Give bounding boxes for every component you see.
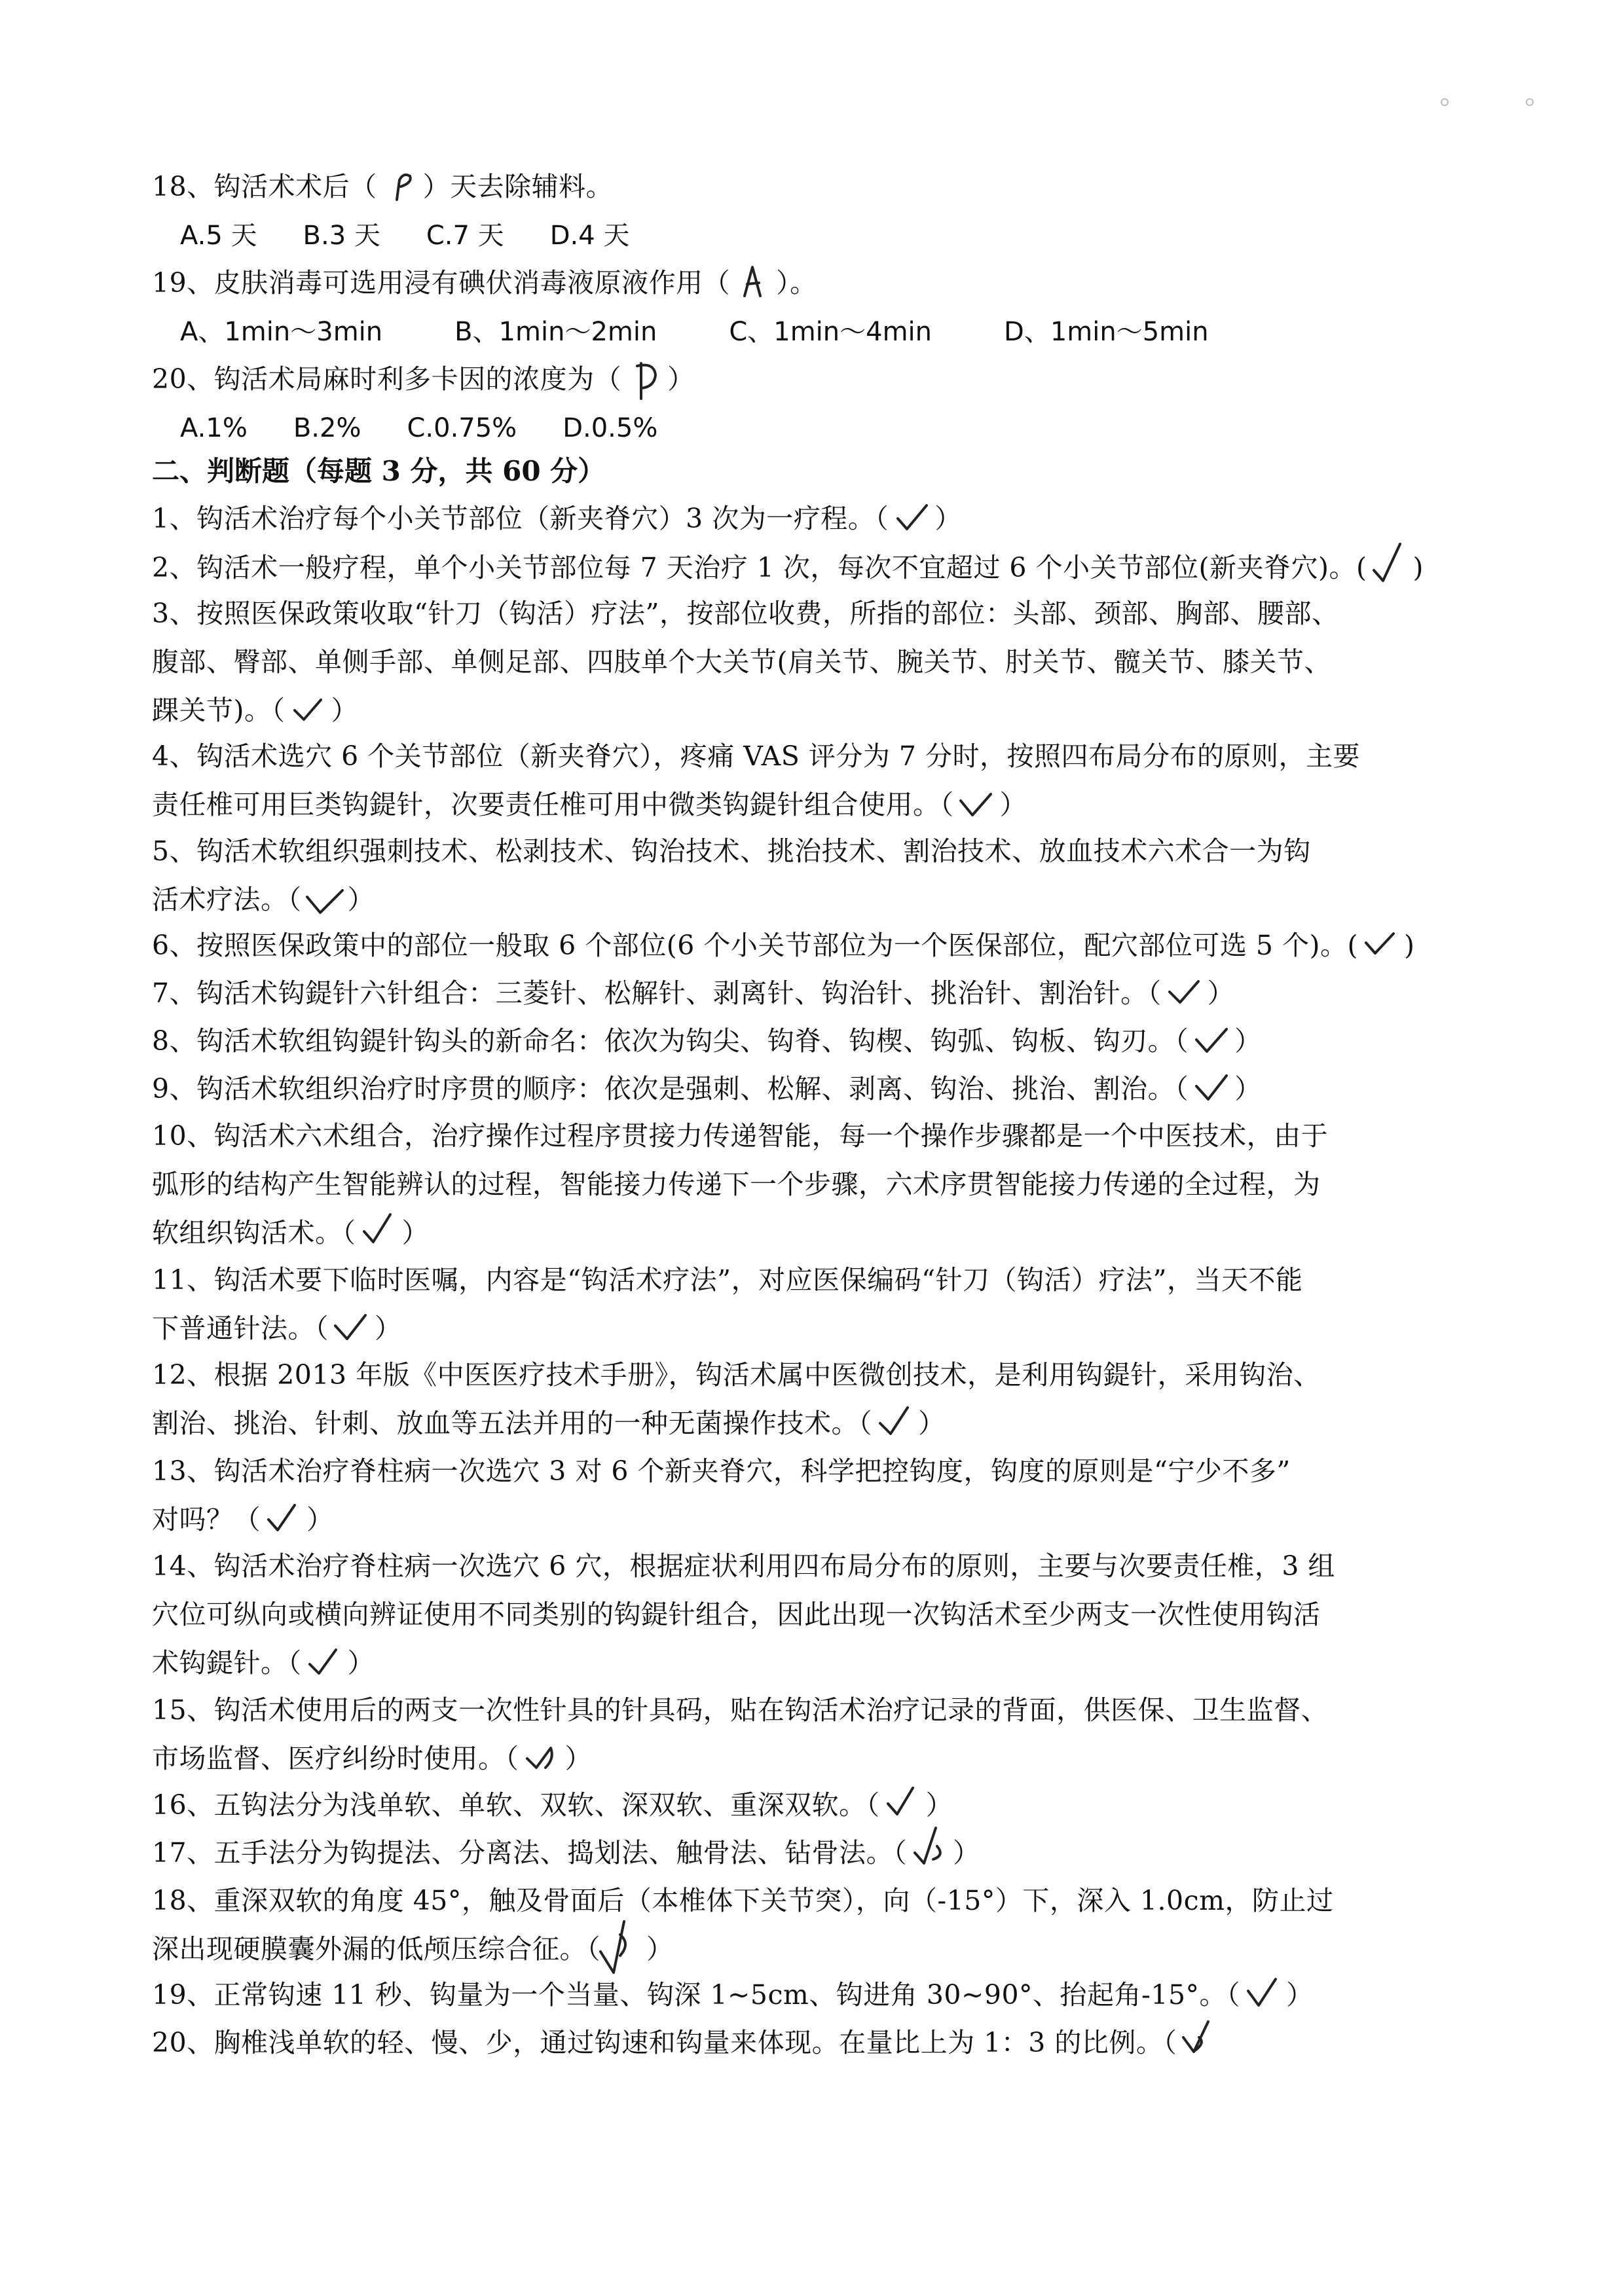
question-line: 腹部、臀部、单侧手部、单侧足部、四肢单个大关节(肩关节、腕关节、肘关节、髋关节、膝关节、	[152, 646, 1331, 678]
question-tail: ）	[925, 1789, 953, 1821]
judgement-question-19	[152, 1971, 1481, 2019]
check-mark-icon	[1189, 1069, 1234, 1106]
option-d: D.0.5%	[563, 413, 658, 443]
question-line: 16、五钩法分为浅单软、单软、双软、深双软、重深双软。（	[152, 1789, 880, 1821]
option-b: B.3 天	[303, 221, 380, 251]
question-line: 3、按照医保政策收取“针刀（钩活）疗法”，按部位收费，所指的部位：头部、颈部、胸部、腰部、	[152, 598, 1339, 629]
check-mark-icon	[1177, 2023, 1223, 2060]
question-tail: )	[1412, 552, 1424, 583]
check-mark-icon	[954, 785, 1000, 822]
question-tail: )	[1404, 930, 1415, 961]
judgement-question-1	[152, 494, 1481, 543]
question-line: 穴位可纵向或横向辨证使用不同类别的钩鍉针组合，因此出现一次钩活术至少两支一次性使用钩活	[152, 1599, 1321, 1630]
question-tail: ）	[918, 1408, 946, 1439]
question-line: 1、钩活术治疗每个小关节部位（新夹脊穴）3 次为一疗程。（	[152, 503, 889, 534]
choice-options-18	[180, 216, 675, 255]
option-a: A.5 天	[180, 221, 257, 251]
question-tail: ）。	[776, 267, 817, 299]
handwritten-answer-icon	[621, 359, 667, 396]
question-tail: ）	[306, 1504, 334, 1535]
question-tail: ）	[331, 695, 358, 726]
choice-options-19	[180, 312, 1281, 352]
choice-question-19	[152, 259, 1481, 307]
question-line: 市场监督、医疗纠纷时使用。（	[152, 1743, 519, 1774]
question-tail: ）	[1234, 1025, 1262, 1057]
question-tail: ）	[646, 1933, 674, 1965]
question-tail: ）	[375, 1313, 402, 1344]
judgement-question-7	[152, 969, 1481, 1017]
question-line: 下普通针法。（	[152, 1313, 329, 1344]
option-b: B、1min～2min	[454, 317, 657, 347]
check-mark-icon	[872, 1404, 918, 1440]
option-a: A、1min～3min	[180, 317, 383, 347]
judgement-question-6	[152, 921, 1481, 970]
question-tail: ）	[934, 503, 962, 534]
option-c: C.0.75%	[407, 413, 517, 443]
question-line: 15、钩活术使用后的两支一次性针具的针具码，贴在钩活术治疗记录的背面，供医保、卫生监督、	[152, 1694, 1329, 1726]
question-line: 17、五手法分为钩提法、分离法、捣划法、触骨法、钻骨法。（	[152, 1837, 908, 1868]
option-d: D.4 天	[549, 221, 630, 251]
check-mark-icon	[329, 1309, 375, 1345]
judgement-question-18	[152, 1876, 1481, 1973]
option-d: D、1min～5min	[1004, 317, 1209, 347]
question-text: 19、皮肤消毒可选用浸有碘伏消毒液原液作用（	[152, 267, 731, 299]
question-line: 2、钩活术一般疗程，单个小关节部位每 7 天治疗 1 次，每次不宜超过 6 个小关节部位(新夹脊穴)。(	[152, 552, 1367, 583]
question-tail: ）	[347, 1647, 375, 1679]
judgement-question-12	[152, 1351, 1481, 1448]
question-line: 对吗？（	[152, 1504, 261, 1535]
question-tail: ）	[999, 789, 1027, 820]
judgement-question-16	[152, 1781, 1481, 1829]
check-mark-icon	[880, 1785, 926, 1822]
question-tail: ）	[667, 363, 695, 395]
handwritten-answer-icon	[377, 167, 423, 204]
question-line: 12、根据 2013 年版《中医医疗技术手册》，钩活术属中医微创技术，是利用钩鍉针，采用钩治、	[152, 1359, 1321, 1391]
judgement-question-8	[152, 1017, 1481, 1065]
question-tail: ）	[953, 1837, 980, 1868]
judgement-question-9	[152, 1065, 1481, 1113]
judgement-question-15	[152, 1686, 1481, 1783]
question-line: 5、钩活术软组织强刺技术、松剥技术、钩治技术、挑治技术、割治技术、放血技术六术合一为钩	[152, 835, 1311, 867]
check-mark-icon	[519, 1739, 565, 1776]
question-line: 8、钩活术软组钩鍉针钩头的新命名：依次为钩尖、钩脊、钩楔、钩弧、钩板、钩刃。（	[152, 1025, 1189, 1057]
question-line: 9、钩活术软组织治疗时序贯的顺序：依次是强刺、松解、剥离、钩治、挑治、割治。（	[152, 1073, 1189, 1104]
scan-speck	[1526, 98, 1534, 106]
question-line: 软组织钩活术。（	[152, 1217, 356, 1248]
judgement-question-14	[152, 1542, 1481, 1687]
question-tail: ）	[564, 1743, 592, 1774]
check-mark-icon	[889, 499, 934, 536]
question-tail: ）	[347, 884, 375, 915]
question-tail: ）	[1286, 1979, 1314, 2011]
option-c: C、1min～4min	[729, 317, 932, 347]
check-mark-icon	[1162, 974, 1208, 1010]
section-title: 二、判断题（每题 3 分，共 60 分）	[152, 455, 606, 487]
question-line: 7、钩活术钩鍉针六针组合：三菱针、松解针、剥离针、钩治针、挑治针、割治针。（	[152, 977, 1162, 1009]
check-mark-icon	[286, 691, 331, 727]
check-mark-icon	[302, 1643, 348, 1680]
option-c: C.7 天	[426, 221, 504, 251]
question-line: 14、钩活术治疗脊柱病一次选穴 6 穴，根据症状利用四布局分布的原则，主要与次要责任椎，3 组	[152, 1550, 1335, 1582]
question-tail: ）	[401, 1217, 429, 1248]
question-line: 踝关节)。（	[152, 695, 286, 726]
question-text: 20、钩活术局麻时利多卡因的浓度为（	[152, 363, 622, 395]
question-line: 弧形的结构产生智能辨认的过程，智能接力传递下一个步骤，六术序贯智能接力传递的全过程，为	[152, 1169, 1321, 1200]
check-mark-icon	[261, 1500, 306, 1537]
question-tail: ）	[1207, 977, 1235, 1009]
judgement-question-11	[152, 1256, 1481, 1353]
scan-speck	[1441, 98, 1449, 106]
question-text: 18、钩活术术后（	[152, 171, 377, 202]
question-line: 18、重深双软的角度 45°，触及骨面后（本椎体下关节突），向（-15°）下，深入 1.0cm，防止过	[152, 1885, 1334, 1916]
question-tail: ）	[1234, 1073, 1262, 1104]
judgement-question-20	[152, 2018, 1481, 2067]
question-line: 深出现硬膜囊外漏的低颅压综合征。（	[152, 1933, 600, 1965]
question-line: 4、钩活术选穴 6 个关节部位（新夹脊穴），疼痛 VAS 评分为 7 分时，按照四布局分布的原则，主要	[152, 740, 1360, 772]
check-mark-icon	[302, 880, 348, 917]
judgement-question-10	[152, 1112, 1481, 1257]
question-line: 10、钩活术六术组合，治疗操作过程序贯接力传递智能，每一个操作步骤都是一个中医技术，由于	[152, 1120, 1329, 1152]
judgement-question-2	[152, 543, 1481, 592]
judgement-question-17	[152, 1829, 1481, 1877]
question-line: 6、按照医保政策中的部位一般取 6 个部位(6 个小关节部位为一个医保部位，配穴部位可选 5 个)。(	[152, 930, 1358, 961]
choice-question-18	[152, 162, 1481, 211]
question-line: 割治、挑治、针刺、放血等五法并用的一种无菌操作技术。（	[152, 1408, 872, 1439]
check-mark-icon	[356, 1213, 402, 1250]
question-line: 术钩鍉针。（	[152, 1647, 302, 1679]
check-mark-icon	[1367, 548, 1413, 585]
judgement-question-5	[152, 827, 1481, 924]
check-mark-icon	[1358, 926, 1404, 962]
choice-options-20	[180, 409, 703, 448]
check-mark-icon	[600, 1929, 646, 1966]
question-line: 20、胸椎浅单软的轻、慢、少，通过钩速和钩量来体现。在量比上为 1：3 的比例。（	[152, 2027, 1177, 2058]
question-line: 19、正常钩速 11 秒、钩量为一个当量、钩深 1~5cm、钩进角 30~90°、抬起角-15°。（	[152, 1979, 1241, 2011]
question-tail: ）天去除辅料。	[422, 171, 614, 202]
question-line: 责任椎可用巨类钩鍉针，次要责任椎可用中微类钩鍉针组合使用。（	[152, 789, 954, 820]
check-mark-icon	[1240, 1975, 1286, 2012]
judgement-question-4	[152, 732, 1481, 829]
question-line: 13、钩活术治疗脊柱病一次选穴 3 对 6 个新夹脊穴，科学把控钩度，钩度的原则是“宁少不多”	[152, 1455, 1291, 1487]
check-mark-icon	[1189, 1021, 1234, 1058]
option-b: B.2%	[293, 413, 361, 443]
question-line: 11、钩活术要下临时医嘱，内容是“钩活术疗法”，对应医保编码“针刀（钩活）疗法”，当天不能	[152, 1264, 1303, 1296]
choice-question-20	[152, 355, 1481, 403]
option-a: A.1%	[180, 413, 248, 443]
check-mark-icon	[907, 1833, 953, 1870]
question-line: 活术疗法。（	[152, 884, 302, 915]
judgement-question-3	[152, 589, 1481, 735]
judgement-question-13	[152, 1447, 1481, 1544]
handwritten-answer-icon	[730, 263, 776, 300]
